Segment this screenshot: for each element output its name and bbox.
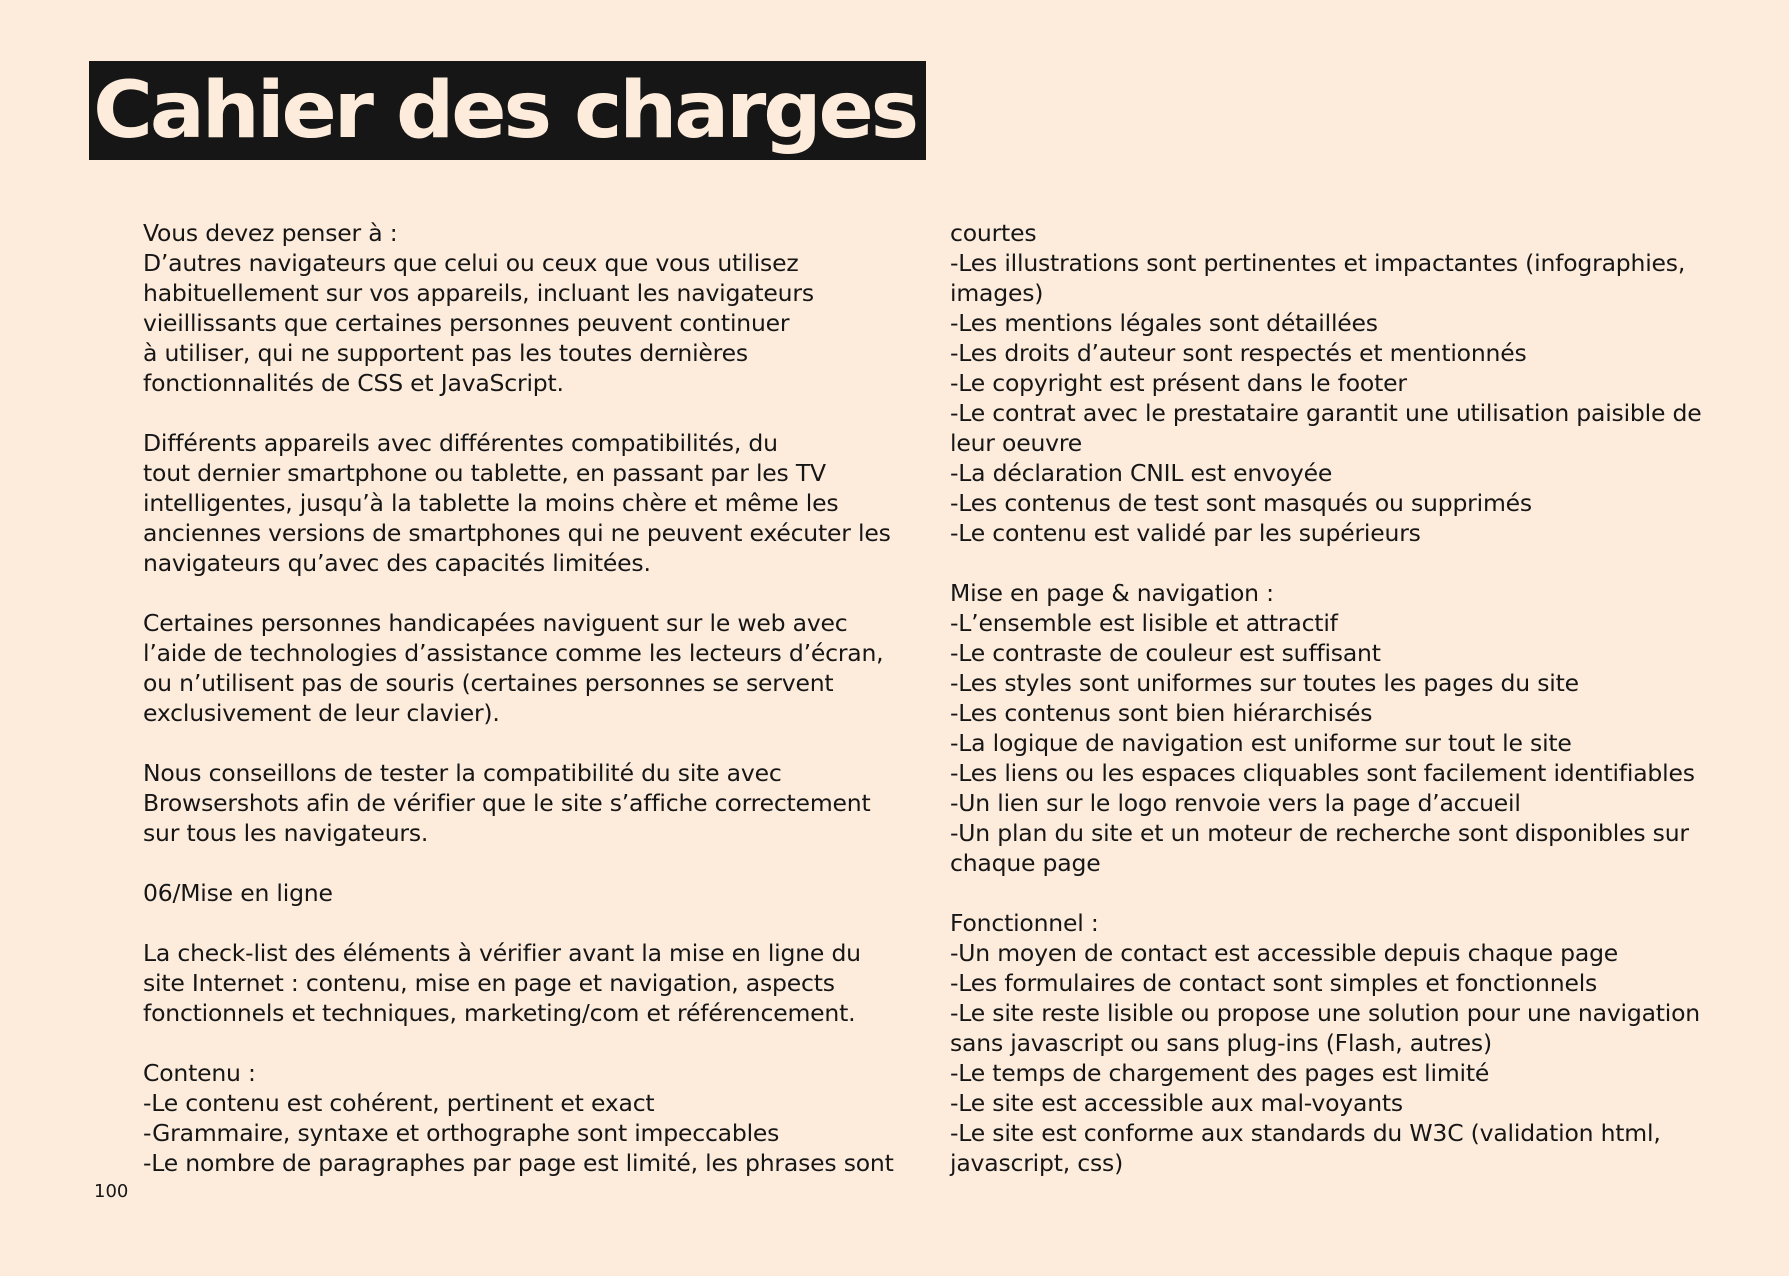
right-column bbox=[950, 218, 1750, 1178]
text-line: courtes bbox=[950, 219, 1037, 247]
text-line: -Le nombre de paragraphes par page est limité, les phrases sont bbox=[143, 1149, 894, 1177]
text-line: leur oeuvre bbox=[950, 429, 1083, 457]
paragraph-gap bbox=[143, 1028, 928, 1058]
text-line: images) bbox=[950, 279, 1044, 307]
text-line: l’aide de technologies d’assistance comme les lecteurs d’écran, bbox=[143, 639, 884, 667]
text-line: tout dernier smartphone ou tablette, en passant par les TV bbox=[143, 459, 826, 487]
text-line: chaque page bbox=[950, 849, 1101, 877]
text-line: -Grammaire, syntaxe et orthographe sont impeccables bbox=[143, 1119, 780, 1147]
paragraph-gap bbox=[143, 908, 928, 938]
text-line: -Le site est conforme aux standards du W3C (validation html, bbox=[950, 1119, 1661, 1147]
text-line: -Les mentions légales sont détaillées bbox=[950, 309, 1378, 337]
text-line: fonctionnels et techniques, marketing/com et référencement. bbox=[143, 999, 856, 1027]
text-line: -Les illustrations sont pertinentes et impactantes (infographies, bbox=[950, 249, 1686, 277]
text-line: sur tous les navigateurs. bbox=[143, 819, 429, 847]
text-line: vieillissants que certaines personnes peuvent continuer bbox=[143, 309, 790, 337]
text-line: -Un moyen de contact est accessible depuis chaque page bbox=[950, 939, 1619, 967]
text-line: fonctionnalités de CSS et JavaScript. bbox=[143, 369, 564, 397]
text-line: -Les liens ou les espaces cliquables sont facilement identifiables bbox=[950, 759, 1695, 787]
text-line: -Le site est accessible aux mal-voyants bbox=[950, 1089, 1403, 1117]
text-line: à utiliser, qui ne supportent pas les toutes dernières bbox=[143, 339, 748, 367]
text-line: habituellement sur vos appareils, incluant les navigateurs bbox=[143, 279, 814, 307]
text-line: D’autres navigateurs que celui ou ceux que vous utilisez bbox=[143, 249, 799, 277]
text-line: -L’ensemble est lisible et attractif bbox=[950, 609, 1338, 637]
page-number: 100 bbox=[94, 1181, 129, 1202]
text-line: Certaines personnes handicapées naviguent sur le web avec bbox=[143, 609, 848, 637]
text-line: -Les formulaires de contact sont simples et fonctionnels bbox=[950, 969, 1598, 997]
text-line: -Le contrat avec le prestataire garantit une utilisation paisible de bbox=[950, 399, 1702, 427]
left-column bbox=[143, 218, 928, 1178]
text-line: Fonctionnel : bbox=[950, 909, 1099, 937]
text-line: La check-list des éléments à vérifier avant la mise en ligne du bbox=[143, 939, 861, 967]
text-line: anciennes versions de smartphones qui ne peuvent exécuter les bbox=[143, 519, 891, 547]
text-line: Nous conseillons de tester la compatibilité du site avec bbox=[143, 759, 782, 787]
text-line: -Le copyright est présent dans le footer bbox=[950, 369, 1407, 397]
title-block bbox=[89, 61, 926, 160]
text-line: -Les contenus de test sont masqués ou supprimés bbox=[950, 489, 1532, 517]
text-line: -Le contenu est validé par les supérieurs bbox=[950, 519, 1421, 547]
paragraph-gap bbox=[143, 578, 928, 608]
text-line: Contenu : bbox=[143, 1059, 256, 1087]
text-line: -Un lien sur le logo renvoie vers la page d’accueil bbox=[950, 789, 1521, 817]
text-line: -Le contenu est cohérent, pertinent et exact bbox=[143, 1089, 655, 1117]
text-line: ou n’utilisent pas de souris (certaines personnes se servent bbox=[143, 669, 834, 697]
text-line: -Les styles sont uniformes sur toutes les pages du site bbox=[950, 669, 1579, 697]
text-line: Vous devez penser à : bbox=[143, 219, 398, 247]
text-line: javascript, css) bbox=[950, 1149, 1124, 1177]
paragraph-gap bbox=[143, 398, 928, 428]
text-line: -Le site reste lisible ou propose une solution pour une navigation bbox=[950, 999, 1700, 1027]
text-line: intelligentes, jusqu’à la tablette la moins chère et même les bbox=[143, 489, 839, 517]
text-line: site Internet : contenu, mise en page et navigation, aspects bbox=[143, 969, 835, 997]
paragraph-gap bbox=[950, 878, 1750, 908]
text-line: Browsershots afin de vérifier que le site s’affiche correctement bbox=[143, 789, 871, 817]
text-line: -Le temps de chargement des pages est limité bbox=[950, 1059, 1490, 1087]
text-line: -Un plan du site et un moteur de recherche sont disponibles sur bbox=[950, 819, 1689, 847]
text-line: -Les droits d’auteur sont respectés et mentionnés bbox=[950, 339, 1527, 367]
text-line: navigateurs qu’avec des capacités limitées. bbox=[143, 549, 651, 577]
page-title: Cahier des charges bbox=[93, 65, 917, 156]
text-line: -La déclaration CNIL est envoyée bbox=[950, 459, 1333, 487]
text-line: 06/Mise en ligne bbox=[143, 879, 333, 907]
text-line: -Les contenus sont bien hiérarchisés bbox=[950, 699, 1373, 727]
text-line: -La logique de navigation est uniforme sur tout le site bbox=[950, 729, 1572, 757]
paragraph-gap bbox=[143, 728, 928, 758]
text-line: exclusivement de leur clavier). bbox=[143, 699, 500, 727]
paragraph-gap bbox=[950, 548, 1750, 578]
text-line: -Le contraste de couleur est suffisant bbox=[950, 639, 1381, 667]
text-line: sans javascript ou sans plug-ins (Flash, autres) bbox=[950, 1029, 1492, 1057]
text-line: Mise en page & navigation : bbox=[950, 579, 1274, 607]
paragraph-gap bbox=[143, 848, 928, 878]
text-line: Différents appareils avec différentes compatibilités, du bbox=[143, 429, 778, 457]
